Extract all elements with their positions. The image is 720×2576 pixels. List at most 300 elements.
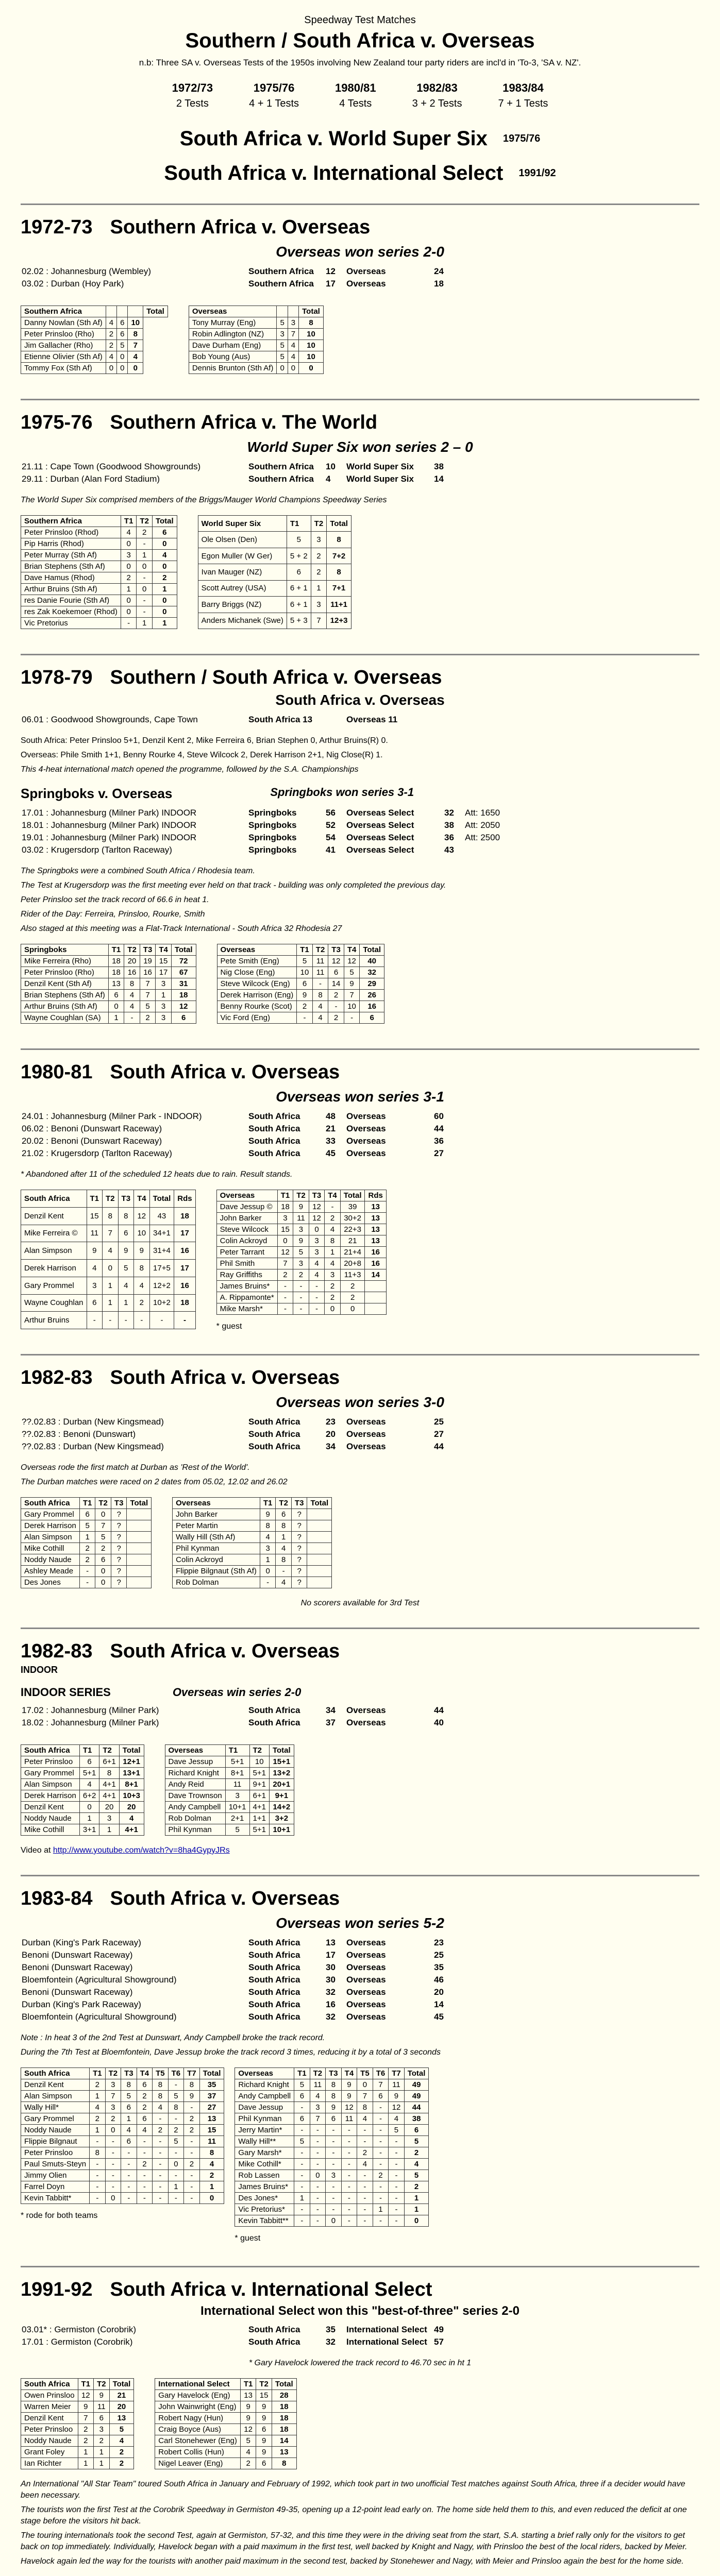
table-header [21,944,196,956]
table-row [235,2170,429,2181]
column-header: Total [119,1745,144,1756]
column-header: International Select [155,2379,241,2390]
table-cell: 1 [103,1277,119,1294]
table-cell: 6 [108,990,124,1001]
table-cell [127,1532,152,1543]
table-row [21,1756,144,1768]
table-cell: Flippie Bilgnaut (Sth Af) [173,1566,260,1577]
table-cell: Peter Murray (Sth Af) [21,550,121,561]
indoor-label: INDOOR [21,1665,58,1675]
table-cell: 5 [240,2435,256,2447]
table-cell: 13 [365,1201,386,1213]
table-cell: 5 [95,1532,111,1543]
table-cell: 5 + 3 [287,613,311,629]
table-row [21,1277,196,1294]
table-cell: 12+1 [119,1756,144,1768]
table-cell: Robin Adlington (NZ) [189,329,277,340]
table-row [21,2147,224,2159]
table-cell: 4 [106,317,116,329]
table-cell: 11 [389,2079,405,2091]
table-cell: 0 [260,1566,276,1577]
fixture-row: 06.02 : Benoni (Dunswart Raceway) South Africa 21 Overseas 44 [22,1124,444,1133]
table-cell: 8 [168,2102,184,2113]
table-cell: 8 [325,1235,341,1247]
table-header [21,2379,134,2390]
table-cell: Mike Ferreira © [21,1225,87,1242]
table-cell: 7 [103,1225,119,1242]
table-cell: res Danie Fourie (Sth Af) [21,595,121,606]
table-cell: - [294,2147,310,2159]
column-header: Total [404,2068,429,2079]
table-cell: 1 [90,2125,106,2136]
table-cell: 8 [327,532,351,548]
table-cell: 0 [326,2215,342,2227]
table-cell: Danny Nowlan (Sth Af) [21,317,106,329]
table-cell: - [168,2113,184,2125]
table-cell: - [309,1303,325,1315]
scores-1982b [21,1738,699,1842]
table-cell: ? [291,1520,307,1532]
table-cell: 8+1 [119,1779,144,1790]
table-cell: 1 [94,2447,110,2458]
table-cell: Bob Young (Aus) [189,351,277,363]
table-cell: - [373,2147,389,2159]
table-cell: 2 [78,2424,94,2435]
table-cell: Peter Prinsloo (Rhod) [21,527,121,538]
column-header: T2 [310,2068,326,2079]
super-six-title: South Africa v. World Super Six [179,127,488,150]
table-cell: 2 [184,2159,200,2170]
table-cell: 3 [105,2079,121,2091]
table-cell: 5 [109,2424,134,2435]
divider [21,399,699,400]
table-cell: - [153,2170,169,2181]
table-cell: Jimmy Olien [21,2170,90,2181]
section-1975-result: World Super Six won series 2 – 0 [247,439,473,455]
table-cell: 18 [108,967,124,978]
table-cell: 3 [87,1277,103,1294]
table-cell: Dave Jessup © [216,1201,277,1213]
table-cell: 2 [328,1012,344,1024]
table-cell: 15 [256,2390,272,2401]
table-cell: Denzil Kent (Sth Af) [21,978,109,990]
table-cell: Gary Prommel [21,1768,80,1779]
column-header: T1 [240,2379,256,2390]
table-cell: - [79,1577,95,1588]
table-header [235,2068,429,2079]
table-cell: 4 [325,1224,341,1235]
section-1980-result: Overseas won series 3-1 [276,1089,444,1105]
table-row [235,2102,429,2113]
table-row [21,2447,134,2458]
column-header: T6 [168,2068,184,2079]
table-cell: - [153,2113,169,2125]
note-line: Havelock again led the way for the tourists with another paid maximum in the second test, backed by Stonehewer and Nagy, with Meier and Prinsloo again the best for the home side. [21,2557,684,2566]
table-row [21,351,168,363]
section-1982-title: 1982-83 South Africa v. Overseas [21,1367,340,1388]
table-cell: 5 [293,1247,309,1258]
table-cell: 12 [341,2102,357,2113]
table-cell: 7 [140,990,156,1001]
scores-table-sa-1982b [21,1744,144,1836]
table-cell: 6+2 [79,1790,99,1802]
table-cell: Steve Wilcock (Eng) [217,978,297,990]
table-cell: 11 [225,1779,249,1790]
table-row [21,1824,144,1836]
table-cell: Warren Meier [21,2401,78,2413]
table-cell: 2 [79,1554,95,1566]
table-cell: 0 [106,363,116,374]
table-header [189,306,323,317]
table-cell: - [121,2147,137,2159]
table-cell: 5 [117,340,128,351]
table-cell: Dennis Brunton (Sth Af) [189,363,277,374]
column-header: T4 [325,1190,341,1201]
tour-year: 1975/76 [253,81,295,94]
tour-item [335,81,376,110]
table-cell [127,1509,152,1520]
table-cell: 14 [365,1269,386,1281]
table-header [217,944,384,956]
table-cell: 6+1 [249,1790,269,1802]
table-cell: ? [111,1566,127,1577]
table-cell: 6 [152,527,177,538]
table-cell: - [326,2204,342,2215]
column-header: T3 [140,944,156,956]
table-cell: 13 [108,978,124,990]
table-cell: 5 [344,967,360,978]
table-cell: 18 [174,1207,195,1225]
table-cell: 1 [373,2204,389,2215]
table-cell: 3 [311,597,327,613]
table-cell: Mike Marsh* [216,1303,277,1315]
table-cell: 2 [90,2113,106,2125]
table-cell: 5+1 [79,1768,99,1779]
table-cell: ? [111,1554,127,1566]
table-row [21,1813,144,1824]
table-cell: ? [291,1543,307,1554]
table-cell: 12 [309,1201,325,1213]
table-cell: 2 [94,2435,110,2447]
table-cell: 8 [272,2458,296,2469]
table-cell: - [357,2125,373,2136]
table-cell: Arthur Bruins [21,1312,87,1329]
tours-summary [21,81,699,110]
table-cell: Jim Gallacher (Rho) [21,340,106,351]
column-header: Total [127,1498,152,1509]
table-cell: 4+1 [99,1790,119,1802]
table-row [155,2447,296,2458]
table-cell: - [118,1312,134,1329]
table-cell: 1 [156,990,172,1001]
column-header: T1 [121,516,137,527]
fixture-row: 29.11 : Durban (Alan Ford Stadium) Southern Africa 4 World Super Six 14 [22,474,444,484]
table-cell: 0 [199,2193,224,2204]
table-cell: 3 [105,2102,121,2113]
table-cell: 2 [325,1213,341,1224]
table-cell: - [137,595,153,606]
table-cell: 0 [404,2215,429,2227]
note-line: Note : In heat 3 of the 2nd Test at Dunswart, Andy Campbell broke the track record. [21,2033,325,2042]
table-cell: - [137,606,153,618]
fixture-row: 18.02 : Johannesburg (Milner Park) South Africa 37 Overseas 40 [22,1718,444,1727]
table-row [21,2401,134,2413]
table-cell: 2 [90,2079,106,2091]
table-row [155,2424,296,2435]
table-cell: 26 [360,990,384,1001]
table-row [217,1001,384,1012]
table-cell: 1 [325,1247,341,1258]
fixtures-1980 [22,1110,699,1160]
table-cell: - [389,2136,405,2147]
table-cell: 1 [103,1294,119,1312]
table-row [21,1768,144,1779]
table-cell: Denzil Kent [21,1802,80,1813]
table-cell: 1 [260,1554,276,1566]
fixture-row: Benoni (Dunswart Raceway) South Africa 32 Overseas 20 [22,1987,444,1997]
table-row [235,2113,429,2125]
table-cell: 0 [105,2193,121,2204]
table-cell: Brian Stephens (Sth Af) [21,990,109,1001]
table-row [165,1756,294,1768]
column-header: T1 [260,1498,276,1509]
table-cell: Denzil Kent [21,2079,90,2091]
table-cell: - [137,538,153,550]
note-line: The Springboks were a combined South Africa / Rhodesia team. [21,867,255,875]
table-cell: - [79,1566,95,1577]
table-cell: 2 [121,572,137,584]
intl-title: South Africa v. International Select [164,162,504,184]
table-cell: 2 [137,527,153,538]
table-cell: 6 [94,2413,110,2424]
table-cell: 0 [340,1303,365,1315]
table-cell: 12+2 [149,1277,174,1294]
table-cell: - [310,2193,326,2204]
table-cell: - [389,2215,405,2227]
table-cell: - [87,1312,103,1329]
table-cell: 4 [119,1813,144,1824]
super-six-heading [21,127,699,150]
table-cell: 7 [357,2091,373,2102]
table-cell: 11 [312,967,328,978]
table-cell: - [389,2181,405,2193]
table-cell: 3 [309,1235,325,1247]
table-row [21,561,177,572]
table-row [21,2159,224,2170]
table-cell: 3 [156,1012,172,1024]
table-cell: 2 [152,572,177,584]
table-cell: - [105,2170,121,2181]
table-cell: Tommy Fox (Sth Af) [21,363,106,374]
intl-year: 1991/92 [518,167,556,179]
table-cell: 0 [309,1224,325,1235]
table-cell: 2 [373,2170,389,2181]
table-cell: - [153,2193,169,2204]
table-cell: Benny Rourke (Scot) [217,1001,297,1012]
table-cell: Flippie Bilgnaut [21,2136,90,2147]
column-header: T3 [291,1498,307,1509]
notes-1983 [21,2032,699,2058]
table-cell: 32 [360,967,384,978]
table-cell: 12 [277,1247,293,1258]
table-cell: 28 [272,2390,296,2401]
table-row [21,2079,224,2091]
table-row [21,1509,152,1520]
table-cell: 0 [299,363,324,374]
table-cell: - [312,978,328,990]
column-header [288,306,298,317]
column-header: Total [269,1745,294,1756]
table-cell: 12+3 [327,613,351,629]
notes-1982 [21,1462,699,1488]
table-cell: 12 [328,956,344,967]
table-cell: Gary Prommel [21,1277,87,1294]
table-cell: 1 [294,2193,310,2204]
table-header [165,1745,294,1756]
table-cell: Arthur Bruins (Sth Af) [21,1001,109,1012]
video-link[interactable]: http://www.youtube.com/watch?v=8ha4GypyJRs [53,1846,230,1855]
table-header [21,1190,196,1208]
table-cell: 11 [310,2079,326,2091]
table-cell: 7 [105,2091,121,2102]
table-cell: 4 [389,2113,405,2125]
table-cell: 2 [325,1292,341,1303]
table-row [189,363,323,374]
table-cell: - [294,2204,310,2215]
column-header [277,306,288,317]
table-cell: 3 [326,2170,342,2181]
table-cell: Alan Simpson [21,1242,87,1260]
table-cell: - [389,2170,405,2181]
column-header: T3 [309,1190,325,1201]
table-cell: Peter Prinsloo [21,1756,80,1768]
table-cell: - [105,2159,121,2170]
table-cell: 9 [256,2447,272,2458]
table-row [21,1543,152,1554]
table-cell: 10+1 [269,1824,294,1836]
table-cell: 27 [199,2102,224,2113]
table-cell: - [153,2181,169,2193]
intl-heading [21,162,699,185]
table-cell: - [184,2193,200,2204]
table-cell: 18 [277,1201,293,1213]
fixture-row: 21.11 : Cape Town (Goodwood Showgrounds) Southern Africa 10 World Super Six 38 [22,462,444,471]
table-cell: 0 [137,561,153,572]
table-cell: 7+2 [327,548,351,564]
table-cell: - [310,2136,326,2147]
table-cell: 8 [118,1207,134,1225]
table-cell: 13 [240,2390,256,2401]
table-cell: 3 [225,1790,249,1802]
table-cell: 16 [124,967,140,978]
fixture-row: 18.01 : Johannesburg (Milner Park) INDOOR Springboks 52 Overseas Select 38 Att: 2050 [22,820,500,830]
table-cell: 10+3 [119,1790,144,1802]
table-cell: - [373,2193,389,2204]
table-row [21,1225,196,1242]
table-cell: Peter Tarrant [216,1247,277,1258]
table-cell: 31+4 [149,1242,174,1260]
column-header: T5 [357,2068,373,2079]
table-cell: 6 [294,2113,310,2125]
table-cell: 12 [240,2424,256,2435]
table-cell: Alan Simpson [21,2091,90,2102]
table-cell: Paul Smuts-Steyn [21,2159,90,2170]
table-row [21,2170,224,2181]
table-cell: 3+2 [269,1813,294,1824]
table-cell: - [294,2125,310,2136]
table-row [217,990,384,1001]
table-cell: - [137,2147,153,2159]
note-line: Peter Prinsloo set the track record of 66.6 in heat 1. [21,895,209,904]
table-cell: Derek Harrison [21,1260,87,1277]
table-cell: 2 [328,990,344,1001]
table-cell: - [341,2136,357,2147]
scores-table-overseas-1980 [216,1190,387,1315]
table-row [216,1292,386,1303]
table-cell: - [90,2170,106,2181]
table-cell [365,1292,386,1303]
table-cell: Andy Reid [165,1779,225,1790]
section-1991-result: International Select won this "best-of-three" series 2-0 [200,2304,520,2318]
table-row [21,317,168,329]
table-cell: 2 [109,2447,134,2458]
table-cell: 11+3 [340,1269,365,1281]
table-cell: Ian Richter [21,2458,78,2469]
table-cell: 12 [171,1001,196,1012]
scores-table-sa-1982 [21,1497,152,1588]
table-cell: 12 [78,2390,94,2401]
table-cell: Wayne Coughlan [21,1294,87,1312]
column-header: T4 [137,2068,153,2079]
table-cell: 6 [117,317,128,329]
table-row [21,2102,224,2113]
table-cell: 6 [95,1554,111,1566]
page-title: Southern / South Africa v. Overseas [185,29,535,52]
note-line: Rider of the Day: Ferreira, Prinsloo, Rourke, Smith [21,910,205,919]
table-cell: Noddy Naude [21,2125,90,2136]
column-header: T5 [153,2068,169,2079]
table-cell: 18 [272,2401,296,2413]
table-cell: 2 [404,2181,429,2193]
scores-table-overseas-1982 [172,1497,332,1588]
scores-table-intl-1991 [155,2378,296,2469]
column-header: Overseas [173,1498,260,1509]
notes-1978 [21,866,699,935]
table-row [189,329,323,340]
table-cell: 4 [124,990,140,1001]
table-cell: 2 [153,2125,169,2136]
table-row [235,2147,429,2159]
note-line: Also staged at this meeting was a Flat-Track International - South Africa 32 Rhodesia 27 [21,924,342,933]
table-row [21,1312,196,1329]
table-cell: - [328,1001,344,1012]
table-cell: Denzil Kent [21,1207,87,1225]
table-cell: 20 [109,2401,134,2413]
table-cell: - [184,2102,200,2113]
table-cell: 5+1 [225,1756,249,1768]
table-cell: Jerry Martin* [235,2125,294,2136]
table-cell: 0 [288,363,298,374]
table-row [21,618,177,629]
table-cell: - [184,2147,200,2159]
table-cell: 7+1 [327,580,351,596]
table-cell: 1 [137,550,153,561]
table-cell: 4 [309,1269,325,1281]
table-cell: - [389,2159,405,2170]
table-cell: 9 [293,1201,309,1213]
table-cell: - [168,2147,184,2159]
table-row [21,572,177,584]
